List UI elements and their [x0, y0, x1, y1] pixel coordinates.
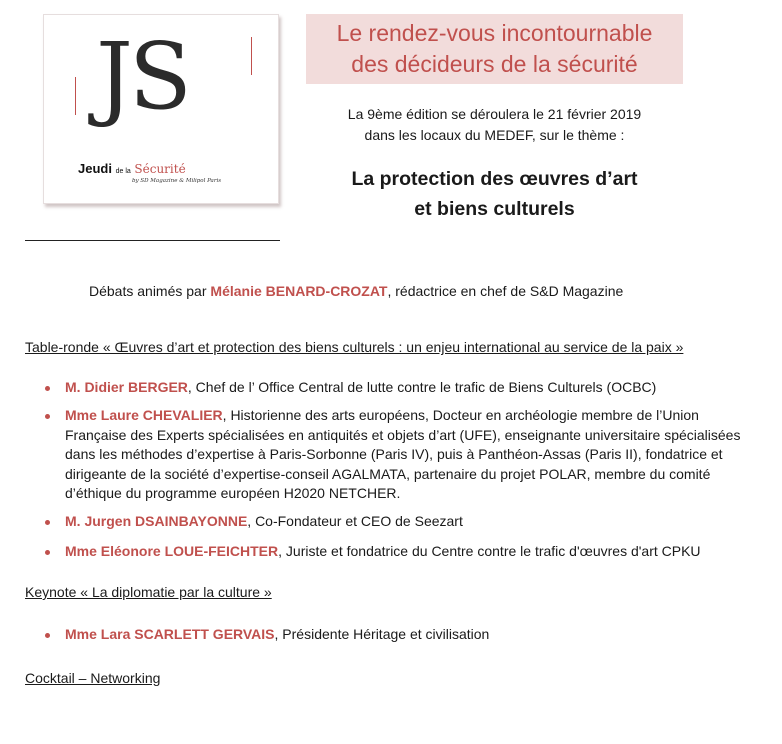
- edition-line2: dans les locaux du MEDEF, sur le thème :: [364, 127, 625, 143]
- theme-line1: La protection des œuvres d’art: [351, 168, 638, 190]
- speaker-desc: , Juriste et fondatrice du Centre contre le trafic d'œuvres d'art CPKU: [278, 543, 701, 559]
- logo-brand-sub: by SD Magazine & Milipol Paris: [132, 178, 222, 184]
- moderator-prefix: Débats animés par: [89, 283, 211, 299]
- cocktail-title: Cocktail – Networking: [25, 670, 161, 686]
- bullet-icon: [45, 550, 50, 555]
- bullet-icon: [45, 633, 50, 638]
- logo-brand-accent: Sécurité: [134, 162, 186, 176]
- speaker-desc: , Présidente Héritage et civilisation: [274, 626, 490, 642]
- speaker-item: [45, 512, 745, 532]
- theme-line2: et biens culturels: [414, 198, 575, 220]
- keynote-title: Keynote « La diplomatie par la culture »: [25, 584, 272, 600]
- logo-accent-bar-right: [251, 37, 252, 75]
- moderator-line: [89, 283, 623, 299]
- speaker-item: [45, 378, 745, 398]
- round-table-title: Table-ronde « Œuvres d’art et protection des biens culturels : un enjeu international au service de la paix »: [25, 339, 684, 355]
- edition-line1: La 9ème édition se déroulera le 21 février 2019: [347, 106, 642, 122]
- speaker-name: Mme Laure CHEVALIER: [65, 407, 223, 423]
- moderator-name: Mélanie BENARD-CROZAT: [210, 283, 388, 299]
- event-theme: [306, 164, 683, 224]
- bullet-icon: [45, 386, 50, 391]
- logo-brand-name: Jeudi: [78, 161, 112, 176]
- tagline: [306, 14, 683, 84]
- speaker-item: [45, 625, 745, 645]
- bullet-icon: [45, 414, 50, 419]
- logo-accent-bar-left: [75, 77, 76, 115]
- edition-info: [306, 104, 683, 146]
- logo-brand: [78, 161, 186, 176]
- logo-divider: [25, 240, 280, 241]
- speaker-name: Mme Eléonore LOUE-FEICHTER: [65, 543, 279, 559]
- tagline-line2: des décideurs de la sécurité: [351, 51, 638, 77]
- speaker-item: [45, 542, 755, 562]
- logo-brand-small: de la: [115, 168, 131, 175]
- logo: [43, 14, 279, 204]
- speaker-desc: , Chef de l’ Office Central de lutte contre le trafic de Biens Culturels (OCBC): [187, 379, 657, 395]
- bullet-icon: [45, 520, 50, 525]
- speaker-desc: , Co-Fondateur et CEO de Seezart: [247, 513, 463, 529]
- speaker-name: M. Didier BERGER: [65, 379, 188, 395]
- tagline-line1: Le rendez-vous incontournable: [336, 20, 653, 46]
- logo-letters: JS: [96, 23, 188, 130]
- moderator-suffix: , rédactrice en chef de S&D Magazine: [387, 283, 624, 299]
- speaker-item: [45, 406, 755, 504]
- speaker-name: Mme Lara SCARLETT GERVAIS: [65, 626, 275, 642]
- speaker-desc: , Historienne des arts européens, Docteur en archéologie membre de l’Union Française des Experts spécialisées en antiquités et objets d’art (UFE), enseignante universitaire spécialisées dans les méthodes d’expertise à Paris-Sorbonne (Paris IV), puis à Panthéon-Assas (Paris II), fondatrice et dirigeante de la société d’expertise-conseil AGALMATA, partenaire du projet POLAR, membre du comité d’éthique du programme européen H2020 NETCHER.: [65, 407, 741, 501]
- speaker-name: M. Jurgen DSAINBAYONNE: [65, 513, 248, 529]
